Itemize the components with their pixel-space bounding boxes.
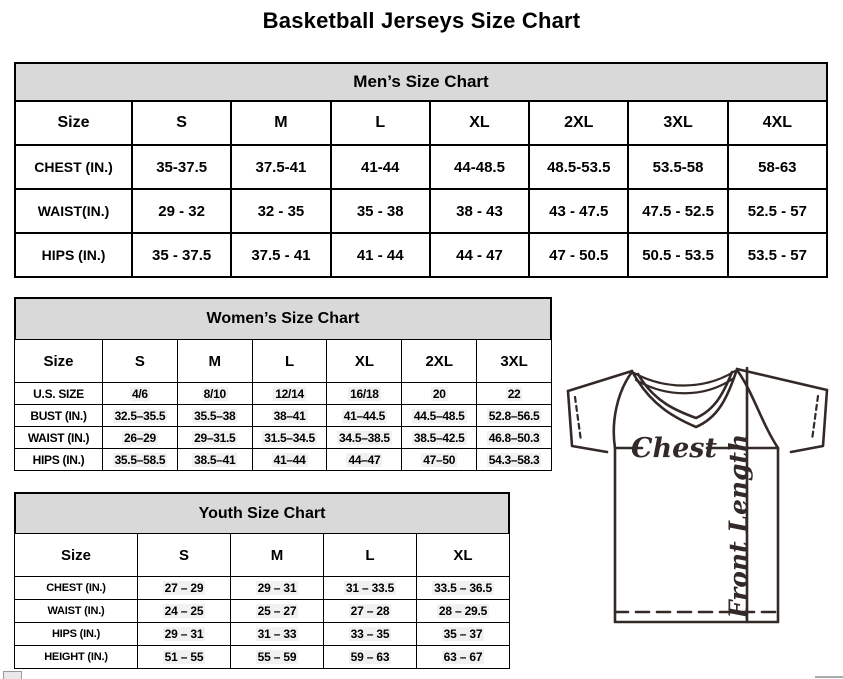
jersey-measurement-diagram — [555, 360, 843, 628]
measurement-row-label: WAIST(IN.) — [15, 189, 132, 233]
measurement-value: 31.5–34.5 — [264, 430, 315, 445]
measurement-row — [15, 145, 827, 189]
measurement-value: 47 - 50.5 — [549, 246, 609, 264]
measurement-value: 35.5–38 — [194, 408, 236, 423]
cropped-page-artifact-left — [3, 671, 22, 679]
size-column-header: S — [132, 101, 231, 145]
measurement-value: 52.5 - 57 — [747, 202, 807, 220]
chest-label: Chest — [631, 433, 717, 464]
measurement-value: 54.3–58.3 — [488, 452, 540, 467]
measurement-value: 8/10 — [203, 386, 226, 401]
size-column-header: L — [331, 101, 430, 145]
womens-chart-table — [14, 339, 552, 471]
measurement-value-cell — [430, 145, 529, 189]
womens-size-chart-section — [14, 297, 552, 471]
measurement-row-label: CHEST (IN.) — [15, 145, 132, 189]
measurement-row — [15, 623, 510, 646]
size-column-header: 2XL — [529, 101, 628, 145]
measurement-value: 41–44.5 — [343, 408, 386, 423]
measurement-value: 59 – 63 — [350, 650, 390, 664]
mens-size-chart-section — [14, 62, 828, 278]
measurement-value-cell — [331, 145, 430, 189]
measurement-value: 52.8–56.5 — [488, 408, 540, 423]
measurement-value: 47.5 - 52.5 — [642, 202, 714, 220]
size-column-header: 4XL — [728, 101, 827, 145]
measurement-value-cell — [103, 383, 178, 405]
measurement-value-cell — [529, 189, 628, 233]
measurement-value-cell — [728, 189, 827, 233]
measurement-value-cell — [430, 189, 529, 233]
measurement-value-cell — [177, 449, 252, 471]
measurement-value: 26–29 — [123, 430, 156, 445]
size-column-header-row — [15, 101, 827, 145]
measurement-value-cell — [477, 405, 552, 427]
measurement-value-cell — [103, 405, 178, 427]
measurement-value-cell — [138, 577, 231, 600]
measurement-value: 32 - 35 — [257, 202, 305, 220]
measurement-value: 48.5-53.5 — [547, 158, 611, 176]
measurement-value-cell — [138, 646, 231, 669]
size-column-header: L — [324, 534, 417, 577]
measurement-value-cell — [402, 405, 477, 427]
measurement-row-label: CHEST (IN.) — [15, 577, 138, 600]
measurement-value: 41 - 44 — [356, 246, 404, 264]
mens-chart-table — [14, 100, 828, 278]
back-collar-curve-1 — [634, 371, 735, 386]
measurement-value: 44-48.5 — [454, 158, 505, 176]
left-cuff-stitch-line — [575, 397, 581, 441]
measurement-value-cell — [138, 623, 231, 646]
measurement-value: 35-37.5 — [156, 158, 208, 176]
measurement-value: 37.5 - 41 — [251, 246, 311, 264]
measurement-value: 43 - 47.5 — [549, 202, 609, 220]
measurement-row-label: WAIST (IN.) — [15, 427, 103, 449]
measurement-row — [15, 233, 827, 277]
front-length-label: Front Length — [724, 433, 753, 619]
size-table — [14, 533, 510, 669]
page-title: Basketball Jerseys Size Chart — [262, 8, 581, 33]
measurement-value: 29 – 31 — [164, 627, 204, 641]
measurement-value: 51 – 55 — [164, 650, 204, 664]
measurement-value: 25 – 27 — [257, 604, 297, 618]
measurement-value-cell — [477, 427, 552, 449]
measurement-row — [15, 600, 510, 623]
measurement-value-cell — [252, 405, 327, 427]
measurement-value-cell — [132, 189, 231, 233]
right-cuff-stitch-line — [812, 396, 818, 440]
youth-size-chart-section — [14, 492, 510, 669]
measurement-value-cell — [252, 449, 327, 471]
measurement-row-label: BUST (IN.) — [15, 405, 103, 427]
measurement-value: 46.8–50.3 — [488, 430, 540, 445]
measurement-value: 44 - 47 — [456, 246, 503, 264]
measurement-row-label: HIPS (IN.) — [15, 233, 132, 277]
jersey-outline-drawing — [555, 360, 843, 628]
measurement-value-cell — [430, 233, 529, 277]
size-column-header: XL — [327, 340, 402, 383]
size-column-header: S — [103, 340, 178, 383]
measurement-value: 35 - 37.5 — [152, 246, 212, 264]
measurement-value-cell — [132, 145, 231, 189]
measurement-value-cell — [231, 646, 324, 669]
measurement-value: 24 – 25 — [164, 604, 204, 618]
measurement-value-cell — [324, 623, 417, 646]
measurement-value-cell — [324, 600, 417, 623]
measurement-value: 38 - 43 — [456, 202, 503, 220]
right-shoulder-line — [737, 369, 827, 390]
youth-chart-table — [14, 533, 510, 669]
measurement-value: 29 - 32 — [158, 202, 205, 220]
measurement-value: 35 - 38 — [356, 202, 404, 220]
measurement-row — [15, 577, 510, 600]
measurement-value: 33 – 35 — [350, 627, 390, 641]
measurement-value-cell — [417, 646, 510, 669]
measurement-value: 53.5-58 — [652, 158, 704, 176]
size-corner-header: Size — [15, 340, 103, 383]
measurement-value: 16/18 — [350, 386, 379, 401]
measurement-value: 44–47 — [348, 452, 381, 467]
measurement-row-label: U.S. SIZE — [15, 383, 103, 405]
measurement-value: 29 – 31 — [257, 581, 297, 595]
measurement-value: 27 – 28 — [350, 604, 390, 618]
measurement-row-label: HIPS (IN.) — [15, 449, 103, 471]
measurement-value: 32.5–35.5 — [114, 408, 166, 423]
size-column-header: S — [138, 534, 231, 577]
size-column-header: XL — [430, 101, 529, 145]
measurement-value: 34.5–38.5 — [339, 430, 390, 445]
measurement-value: 47–50 — [423, 452, 456, 467]
measurement-value-cell — [327, 449, 402, 471]
size-column-header: M — [231, 534, 324, 577]
size-column-header-row — [15, 534, 510, 577]
size-column-header: L — [252, 340, 327, 383]
measurement-value: 63 – 67 — [443, 650, 483, 664]
measurement-value-cell — [628, 189, 727, 233]
measurement-row — [15, 383, 552, 405]
measurement-value-cell — [138, 600, 231, 623]
mens-chart-title: Men’s Size Chart — [14, 62, 828, 100]
measurement-value-cell — [103, 449, 178, 471]
measurement-value: 58-63 — [758, 158, 797, 176]
size-column-header: 3XL — [628, 101, 727, 145]
measurement-value: 38–41 — [273, 408, 306, 423]
measurement-value-cell — [402, 427, 477, 449]
right-sleeve-outline — [791, 390, 827, 452]
measurement-row — [15, 189, 827, 233]
measurement-value: 41–44 — [273, 452, 306, 467]
measurement-row-label: HIPS (IN.) — [15, 623, 138, 646]
size-corner-header: Size — [15, 101, 132, 145]
measurement-value: 38.5–42.5 — [413, 430, 465, 445]
jersey-body-outline — [615, 448, 778, 622]
measurement-row — [15, 405, 552, 427]
measurement-value: 27 – 29 — [164, 581, 204, 595]
measurement-value-cell — [417, 600, 510, 623]
measurement-value-cell — [331, 233, 430, 277]
measurement-value-cell — [327, 405, 402, 427]
measurement-value: 55 – 59 — [257, 650, 297, 664]
measurement-value-cell — [331, 189, 430, 233]
measurement-value-cell — [177, 427, 252, 449]
measurement-row-label: HEIGHT (IN.) — [15, 646, 138, 669]
measurement-value-cell — [132, 233, 231, 277]
measurement-value: 4/6 — [132, 386, 148, 401]
measurement-value-cell — [529, 233, 628, 277]
measurement-row — [15, 449, 552, 471]
measurement-value: 31 – 33 — [257, 627, 297, 641]
measurement-value: 44.5–48.5 — [413, 408, 465, 423]
measurement-row-label: WAIST (IN.) — [15, 600, 138, 623]
measurement-value: 28 – 29.5 — [438, 604, 488, 618]
youth-chart-title: Youth Size Chart — [14, 492, 510, 533]
measurement-value: 35 – 37 — [443, 627, 483, 641]
measurement-value-cell — [177, 405, 252, 427]
measurement-value-cell — [103, 427, 178, 449]
measurement-value-cell — [628, 233, 727, 277]
measurement-value-cell — [327, 383, 402, 405]
size-column-header: M — [177, 340, 252, 383]
measurement-value: 31 – 33.5 — [345, 581, 395, 595]
measurement-value-cell — [477, 449, 552, 471]
measurement-row — [15, 427, 552, 449]
measurement-value-cell — [252, 383, 327, 405]
size-column-header: M — [231, 101, 330, 145]
measurement-value: 20 — [432, 386, 446, 401]
measurement-value: 38.5–41 — [194, 452, 236, 467]
measurement-value-cell — [728, 233, 827, 277]
size-column-header: 3XL — [477, 340, 552, 383]
measurement-value-cell — [231, 189, 330, 233]
measurement-value: 33.5 – 36.5 — [434, 581, 492, 595]
measurement-value-cell — [327, 427, 402, 449]
measurement-value: 12/14 — [275, 386, 304, 401]
measurement-value: 50.5 - 53.5 — [642, 246, 714, 264]
measurement-value-cell — [417, 577, 510, 600]
measurement-value-cell — [231, 145, 330, 189]
measurement-value-cell — [324, 646, 417, 669]
measurement-value: 37.5-41 — [255, 158, 307, 176]
measurement-value-cell — [417, 623, 510, 646]
womens-chart-title: Women’s Size Chart — [14, 297, 552, 339]
size-column-header: 2XL — [402, 340, 477, 383]
measurement-value-cell — [231, 600, 324, 623]
measurement-value-cell — [402, 449, 477, 471]
size-table — [14, 339, 552, 471]
size-column-header: XL — [417, 534, 510, 577]
measurement-value-cell — [231, 623, 324, 646]
measurement-value-cell — [402, 383, 477, 405]
measurement-value-cell — [231, 577, 324, 600]
measurement-value-cell — [177, 383, 252, 405]
measurement-value-cell — [628, 145, 727, 189]
measurement-value: 41-44 — [361, 158, 400, 176]
measurement-value: 29–31.5 — [194, 430, 236, 445]
measurement-value: 22 — [507, 386, 521, 401]
measurement-value-cell — [231, 233, 330, 277]
measurement-value-cell — [529, 145, 628, 189]
size-column-header-row — [15, 340, 552, 383]
size-table — [14, 100, 828, 278]
measurement-value-cell — [728, 145, 827, 189]
measurement-value: 53.5 - 57 — [747, 246, 807, 264]
measurement-value-cell — [252, 427, 327, 449]
left-sleeve-outline — [568, 391, 607, 452]
cropped-page-artifact-right — [815, 676, 843, 678]
measurement-value-cell — [324, 577, 417, 600]
left-armhole-seam — [614, 372, 632, 448]
measurement-row — [15, 646, 510, 669]
measurement-value-cell — [477, 383, 552, 405]
size-corner-header: Size — [15, 534, 138, 577]
measurement-value: 35.5–58.5 — [114, 452, 166, 467]
